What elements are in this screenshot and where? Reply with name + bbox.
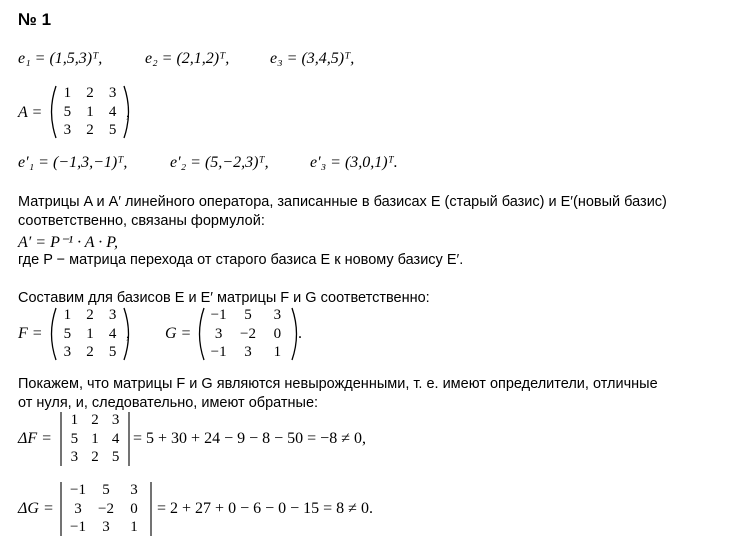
basis-new-e1: e′₁ = (−1,3,−1)ᵀ, <box>18 154 128 171</box>
matrix-cell: 3 <box>70 449 79 466</box>
basis-new-e3: e′₃ = (3,0,1)ᵀ. <box>310 154 398 171</box>
matrix-cell: 5 <box>108 344 117 361</box>
det-f-result: = 5 + 30 + 24 − 9 − 8 − 50 = −8 ≠ 0, <box>133 430 366 447</box>
basis-new-e2: e′₂ = (5,−2,3)ᵀ, <box>170 154 269 171</box>
matrix-cell: 2 <box>86 306 94 323</box>
matrix-cell: −1 <box>70 481 86 498</box>
matrix-cell: 3 <box>273 306 282 323</box>
matrix-cell: 1 <box>70 411 79 428</box>
matrix-cell: 4 <box>108 103 117 120</box>
matrix-cell: 3 <box>74 500 82 517</box>
basis-old-e1: e₁ = (1,5,3)ᵀ, <box>18 50 103 67</box>
matrix-g-suffix: . <box>298 325 302 342</box>
matrix-cell: −2 <box>98 500 114 517</box>
matrix-a <box>48 84 132 140</box>
matrix-cell: 3 <box>130 481 138 498</box>
matrix-f-suffix: , <box>126 325 130 342</box>
matrix-cell: 5 <box>102 481 110 498</box>
matrix-cell: 1 <box>273 344 282 361</box>
heading: № 1 <box>18 10 52 29</box>
matrix-a-suffix: , <box>126 104 130 121</box>
matrix-cell: 0 <box>273 325 282 342</box>
basis-old-e2: e₂ = (2,1,2)ᵀ, <box>145 50 230 67</box>
matrix-cell: 5 <box>244 306 252 323</box>
matrix-cell: 2 <box>86 122 94 139</box>
matrix-cell: 3 <box>111 411 120 428</box>
det-f-label: ΔF = <box>18 430 52 447</box>
matrix-cell: 5 <box>108 122 117 139</box>
det-g-result: = 2 + 27 + 0 − 6 − 0 − 15 = 8 ≠ 0. <box>157 500 373 517</box>
matrix-g <box>196 306 300 362</box>
matrix-a-label: A = <box>18 104 43 121</box>
matrix-cell: 1 <box>86 103 94 120</box>
matrix-cell: 2 <box>91 411 99 428</box>
paragraph2-line1: Составим для базисов E и E′ матрицы F и G соответственно: <box>18 290 430 306</box>
matrix-cell: 5 <box>70 430 79 447</box>
matrix-cell: −2 <box>240 325 256 342</box>
matrix-cell: 5 <box>63 103 72 120</box>
matrix-cell: 3 <box>108 84 117 101</box>
matrix-cell: 1 <box>86 325 94 342</box>
paragraph1-line1: Матрицы A и A′ линейного оператора, записанные в базисах E (старый базис) и E′(новый базис) <box>18 194 667 210</box>
matrix-cell: 3 <box>108 306 117 323</box>
matrix-cell: 1 <box>63 306 72 323</box>
matrix-cell: 4 <box>111 430 120 447</box>
matrix-cell: 2 <box>91 449 99 466</box>
det-f <box>58 411 132 467</box>
det-g <box>58 481 154 537</box>
matrix-cell: −1 <box>210 306 227 323</box>
matrix-cell: 0 <box>130 500 138 517</box>
matrix-cell: 3 <box>63 122 72 139</box>
paragraph1-line2: соответственно, связаны формулой: <box>18 213 265 229</box>
matrix-cell: −1 <box>70 519 86 536</box>
paragraph3-line1: Покажем, что матрицы F и G являются невырожденными, т. е. имеют определители, отличные <box>18 376 658 392</box>
matrix-cell: 2 <box>86 84 94 101</box>
matrix-cell: 1 <box>130 519 138 536</box>
paragraph1-line3: где P − матрица перехода от старого базиса E к новому базису E′. <box>18 252 464 268</box>
matrix-cell: 1 <box>63 84 72 101</box>
matrix-cell: 3 <box>214 325 223 342</box>
matrix-f-label: F = <box>18 325 43 342</box>
matrix-cell: 5 <box>63 325 72 342</box>
matrix-cell: 4 <box>108 325 117 342</box>
matrix-cell: 3 <box>244 344 252 361</box>
paragraph3-line2: от нуля, и, следовательно, имеют обратные: <box>18 395 319 411</box>
matrix-cell: 2 <box>86 344 94 361</box>
matrix-cell: 3 <box>102 519 110 536</box>
matrix-f <box>48 306 132 362</box>
matrix-cell: 5 <box>111 449 120 466</box>
formula: A′ = P⁻¹ · A · P, <box>18 234 118 251</box>
matrix-cell: −1 <box>210 344 227 361</box>
det-g-label: ΔG = <box>18 500 54 517</box>
matrix-cell: 1 <box>91 430 99 447</box>
matrix-g-label: G = <box>165 325 192 342</box>
basis-old-e3: e₃ = (3,4,5)ᵀ, <box>270 50 355 67</box>
matrix-cell: 3 <box>63 344 72 361</box>
